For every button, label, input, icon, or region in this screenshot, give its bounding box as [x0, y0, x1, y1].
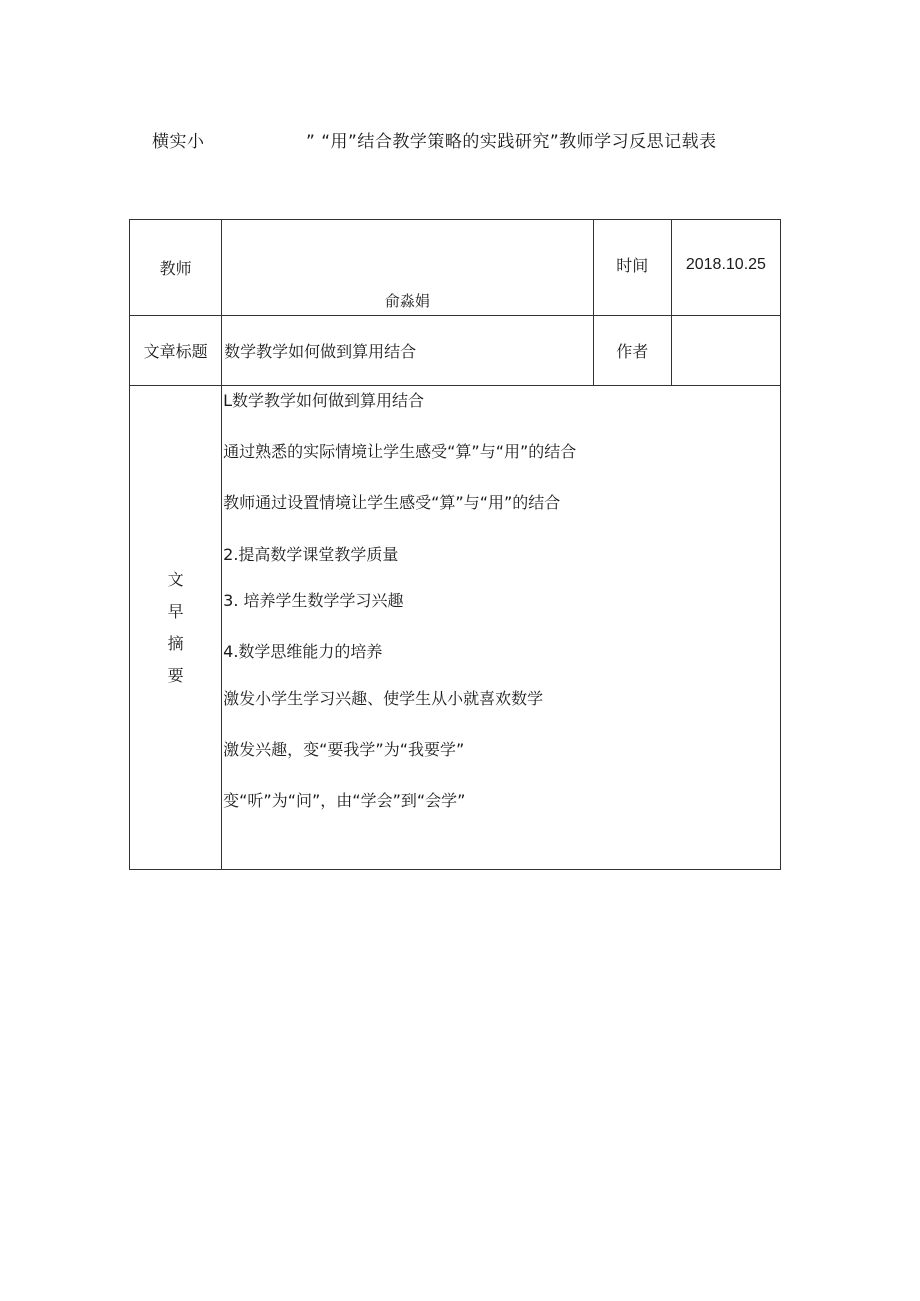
teacher-name-cell — [222, 220, 594, 316]
summary-line: 激发兴趣，变“要我学”为“我要学” — [223, 740, 465, 759]
author-value — [671, 316, 780, 386]
summary-line: L数学教学如何做到算用结合 — [223, 391, 425, 410]
summary-line: 通过熟悉的实际情境让学生感受“算”与“用”的结合 — [223, 442, 577, 461]
teacher-name: 俞淼娟 — [384, 292, 430, 310]
summary-line: 3. 培养学生数学学习兴趣 — [223, 591, 404, 610]
summary-line: 教师通过设置情境让学生感受“算”与“用”的结合 — [223, 493, 561, 512]
school-name: 横实小 — [152, 132, 205, 152]
summary-line: 2.提高数学课堂教学质量 — [223, 545, 399, 564]
time-label: 时间 — [593, 220, 671, 316]
summary-label-char: 早 — [167, 601, 184, 621]
summary-row — [130, 386, 781, 870]
summary-line: 4.数学思维能力的培养 — [223, 642, 383, 661]
form-title: ” “用”结合教学策略的实践研究”教师学习反思记载表 — [306, 132, 717, 152]
summary-label — [130, 386, 222, 870]
reflection-record-table — [129, 219, 781, 870]
summary-line: 变“听”为“问”，由“学会”到“会学” — [223, 791, 466, 810]
teacher-label: 教师 — [130, 220, 222, 316]
date-value: 2018.10.25 — [671, 220, 780, 316]
summary-label-char: 文 — [167, 569, 184, 589]
summary-content — [222, 386, 781, 870]
author-label: 作者 — [593, 316, 671, 386]
article-row — [130, 316, 781, 386]
teacher-row — [130, 220, 781, 316]
article-title-label: 文章标题 — [130, 316, 222, 386]
summary-line: 激发小学生学习兴趣、使学生从小就喜欢数学 — [223, 689, 544, 708]
summary-label-char: 要 — [167, 665, 184, 685]
summary-label-char: 摘 — [167, 633, 184, 653]
article-title-value: 数学教学如何做到算用结合 — [222, 316, 594, 386]
